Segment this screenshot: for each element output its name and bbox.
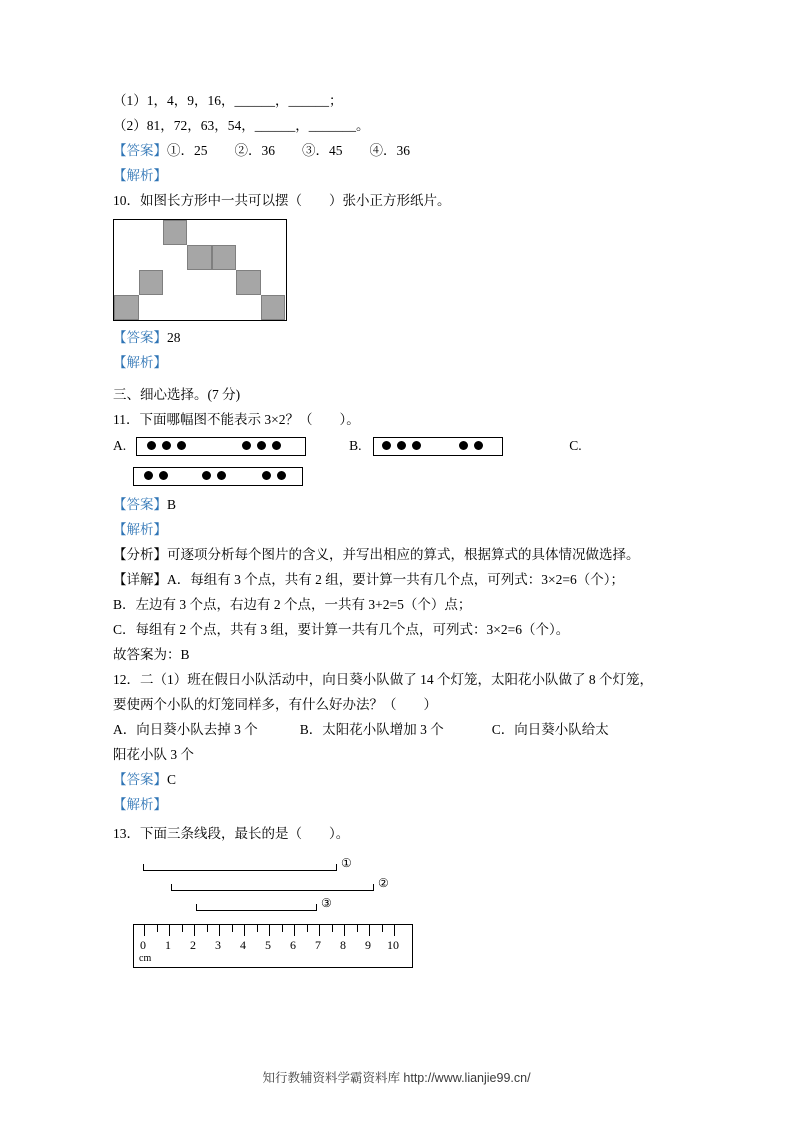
- option-c: C．向日葵小队给太: [491, 722, 609, 737]
- ruler-tick: [219, 925, 220, 936]
- ruler-tick: [144, 925, 145, 936]
- ruler-tick: [319, 925, 320, 936]
- question-10-figure: [113, 219, 287, 321]
- option-a: A．向日葵小队去掉 3 个: [113, 722, 258, 737]
- ruler-tick: [232, 925, 233, 932]
- gray-square: [114, 295, 139, 320]
- analysis-label: 【解析】: [113, 522, 167, 537]
- dot: [277, 471, 286, 480]
- question-13-text: 13．下面三条线段，最长的是（ ）。: [113, 826, 350, 841]
- ruler-number: 9: [365, 938, 371, 952]
- dot: [257, 441, 266, 450]
- answer-label: 【答案】: [113, 497, 167, 512]
- ruler-tick: [332, 925, 333, 932]
- segment-2: [171, 884, 374, 891]
- ruler-number: 4: [240, 938, 246, 952]
- section-3-heading: 三、细心选择。(7 分): [113, 387, 241, 402]
- ruler-tick: [307, 925, 308, 932]
- ruler-tick: [157, 925, 158, 932]
- question-12-text-line-1: 12．二（1）班在假日小队活动中，向日葵小队做了 14 个灯笼，太阳花小队做了 8 个灯笼，: [113, 672, 653, 687]
- dot: [412, 441, 421, 450]
- option-b: B．太阳花小队增加 3 个: [299, 722, 444, 737]
- dot: [162, 441, 171, 450]
- option-c-dot-box: [133, 467, 303, 486]
- dot: [397, 441, 406, 450]
- ruler-tick: [357, 925, 358, 932]
- question-13-figure: [133, 852, 553, 982]
- answer-text: C: [167, 772, 177, 787]
- question-11-answer: [113, 492, 693, 517]
- question-10-text: 10．如图长方形中一共可以摆（ ）张小正方形纸片。: [113, 193, 451, 208]
- dot: [262, 471, 271, 480]
- question-10-analysis: [113, 350, 693, 375]
- analysis-label: 【解析】: [113, 355, 167, 370]
- gray-square: [187, 245, 212, 270]
- ruler: [133, 924, 413, 968]
- segment-1: [143, 864, 337, 871]
- gray-square: [163, 220, 188, 245]
- ruler-tick: [182, 925, 183, 932]
- answer-text: 28: [167, 330, 181, 345]
- question-9-item-2: （2）81，72，63，54，______，_______。: [113, 118, 370, 133]
- ruler-tick: [344, 925, 345, 936]
- ruler-tick: [282, 925, 283, 932]
- ruler-number: 0: [140, 938, 146, 952]
- dot: [382, 441, 391, 450]
- footer-watermark: 知行教辅资料学霸资料库 http://www.lianjie99.cn/: [262, 1071, 531, 1085]
- analysis-label: 【解析】: [113, 797, 167, 812]
- dot: [144, 471, 153, 480]
- ruler-number: 6: [290, 938, 296, 952]
- fenxi-label: 【分析】: [113, 547, 167, 562]
- answer-text: ①．25 ②．36 ③．45 ④．36: [167, 143, 410, 158]
- question-9-answer: [113, 138, 693, 163]
- answer-label: 【答案】: [113, 772, 167, 787]
- ruler-tick: [394, 925, 395, 936]
- gray-square: [212, 245, 237, 270]
- dot: [147, 441, 156, 450]
- answer-text: B: [167, 497, 177, 512]
- question-12-answer: [113, 767, 693, 792]
- answer-label: 【答案】: [113, 143, 167, 158]
- segment-3: [196, 904, 317, 911]
- dot: [159, 471, 168, 480]
- dot: [202, 471, 211, 480]
- gray-square: [139, 270, 164, 295]
- dot: [217, 471, 226, 480]
- dot: [242, 441, 251, 450]
- ruler-number: 10: [387, 938, 399, 952]
- ruler-tick: [382, 925, 383, 932]
- answer-label: 【答案】: [113, 330, 167, 345]
- question-11-conclusion: 故答案为：B: [113, 647, 190, 662]
- gray-square: [236, 270, 261, 295]
- ruler-number: 7: [315, 938, 321, 952]
- ruler-number: 8: [340, 938, 346, 952]
- ruler-unit-label: cm: [139, 953, 152, 964]
- question-11-options-row-2: [113, 462, 693, 492]
- ruler-tick: [294, 925, 295, 936]
- question-12-text-line-2: 要使两个小队的灯笼同样多，有什么好办法？（ ）: [113, 697, 437, 712]
- ruler-tick: [194, 925, 195, 936]
- ruler-tick: [257, 925, 258, 932]
- option-c-letter: C.: [569, 438, 582, 453]
- ruler-tick: [207, 925, 208, 932]
- gray-square: [261, 295, 286, 320]
- question-11-xiangjie-b: B．左边有 3 个点，右边有 2 个点，一共有 3+2=5（个）点；: [113, 597, 472, 612]
- segment-2-label: ②: [378, 876, 389, 890]
- analysis-label: 【解析】: [113, 168, 167, 183]
- question-9-analysis: [113, 163, 693, 188]
- ruler-number: 2: [190, 938, 196, 952]
- ruler-tick: [269, 925, 270, 936]
- dot: [272, 441, 281, 450]
- question-11-analysis: [113, 517, 693, 542]
- question-10-answer: [113, 325, 693, 350]
- document-body: [113, 88, 693, 982]
- segment-1-label: ①: [341, 856, 352, 870]
- xiangjie-a-text: A．每组有 3 个点，共有 2 组，要计算一共有几个点，可列式：3×2=6（个）；: [167, 572, 624, 587]
- question-11-fenxi: [113, 542, 693, 567]
- ruler-tick: [169, 925, 170, 936]
- dot: [177, 441, 186, 450]
- question-11-text: 11．下面哪幅图不能表示 3×2？（ ）。: [113, 412, 360, 427]
- xiangjie-label: 【详解】: [113, 572, 167, 587]
- option-b-letter: B.: [349, 438, 362, 453]
- ruler-number: 3: [215, 938, 221, 952]
- question-12-option-c-cont: 阳花小队 3 个: [113, 747, 194, 762]
- option-a-letter: A.: [113, 438, 127, 453]
- dot: [459, 441, 468, 450]
- question-9-item-1: （1）1，4，9，16，______，______；: [113, 93, 343, 108]
- question-11-options-row-1: [113, 432, 693, 462]
- ruler-tick: [244, 925, 245, 936]
- question-12-options: [113, 717, 693, 742]
- ruler-tick: [369, 925, 370, 936]
- segment-3-label: ③: [321, 896, 332, 910]
- fenxi-text: 可逐项分析每个图片的含义，并写出相应的算式，根据算式的具体情况做选择。: [167, 547, 640, 562]
- question-11-xiangjie-a: [113, 567, 693, 592]
- question-11-xiangjie-c: C．每组有 2 个点，共有 3 组，要计算一共有几个点，可列式：3×2=6（个）。: [113, 622, 570, 637]
- option-a-dot-box: [136, 437, 306, 456]
- ruler-number: 1: [165, 938, 171, 952]
- question-12-analysis: [113, 792, 693, 817]
- ruler-number: 5: [265, 938, 271, 952]
- dot: [474, 441, 483, 450]
- option-b-dot-box: [373, 437, 503, 456]
